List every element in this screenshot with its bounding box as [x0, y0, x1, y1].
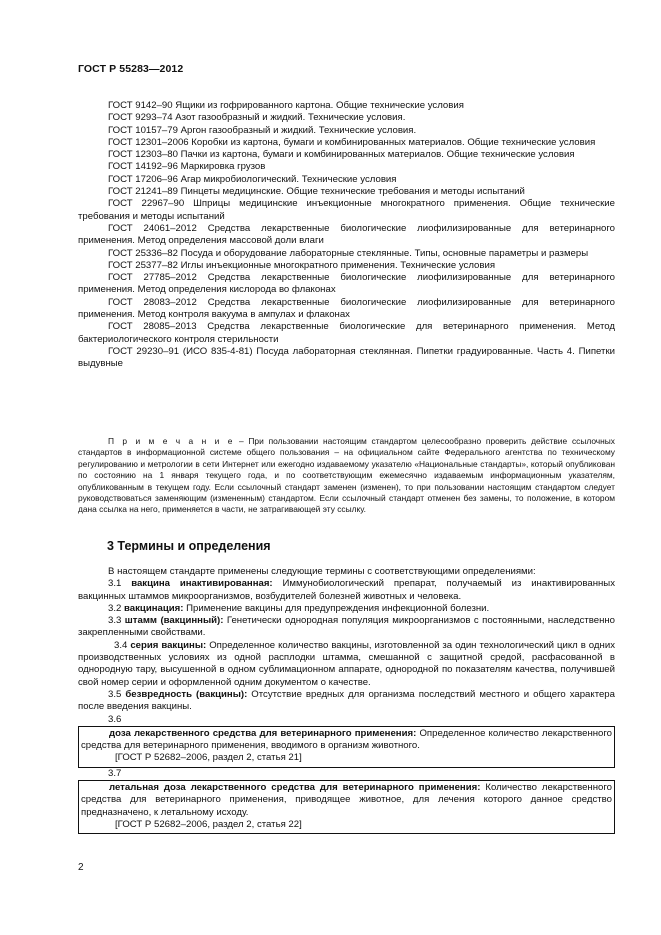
- normative-references-list: [78, 100, 615, 371]
- note-label: П р и м е ч а н и е: [108, 436, 235, 446]
- term-entry: [81, 782, 612, 819]
- note-paragraph: [78, 436, 615, 516]
- term-entry: [78, 603, 615, 615]
- reference-item: ГОСТ 10157–79 Аргон газообразный и жидкий. Технические условия.: [108, 124, 417, 136]
- section-title: 3 Термины и определения: [107, 539, 271, 553]
- reference-item: ГОСТ 25377–82 Иглы инъекционные многократного применения. Технические условия: [108, 259, 496, 271]
- term-number: 3.6: [108, 713, 122, 725]
- term-name: летальная доза лекарственного средства для ветеринарного применения:: [109, 782, 481, 794]
- reference-item: ГОСТ 12301–2006 Коробки из картона, бумаги и комбинированных материалов. Общие технические условия: [108, 136, 596, 148]
- reference-item: ГОСТ 17206–96 Агар микробиологический. Технические условия: [108, 173, 397, 185]
- term-number: 3.2: [108, 602, 122, 614]
- reference-item: ГОСТ 27785–2012 Средства лекарственные биологические лиофилизированные для ветеринарного применения. Метод определения кислорода во флаконах: [78, 272, 615, 296]
- term-entry: [78, 640, 615, 689]
- reference-item: ГОСТ 12303–80 Пачки из картона, бумаги и комбинированных материалов. Общие технические условия: [108, 149, 575, 161]
- reference-item: ГОСТ 22967–90 Шприцы медицинские инъекционные многократного применения. Общие технические требования и методы испытаний: [78, 198, 615, 222]
- reference-item: ГОСТ 24061–2012 Средства лекарственные биологические лиофилизированные для ветеринарного применения. Метод определения массовой доли влаги: [78, 222, 615, 247]
- term-entry: [78, 578, 615, 603]
- term-definition: Иммунобиологический препарат, получаемый из инактивированных вакцинных штаммов микроорганизмов, возбудителей болезней животных и человека.: [78, 578, 615, 602]
- document-header: ГОСТ Р 55283—2012: [78, 63, 184, 75]
- term-number: 3.7: [108, 767, 122, 779]
- note-text: – При пользовании настоящим стандартом целесообразно проверить действие ссылочных стандартов в информационной системе общего пользования – на официальном сайте Федерального агентства по техническому регулированию и метрологии в сети Интернет или ежегодно издаваемому указателю «Национальные стандарты», который опубликован по состоянию на 1 января текущего года, и по соответствующим ежемесячно издаваемым информационным указателям, опубликованным в текущем году. Если ссылочный стандарт заменен (изменен), то при пользовании настоящим стандартом следует руководствоваться заменяющим (измененным) стандартом. Если ссылочный стандарт отменен без замены, то положение, в котором дана ссылка на него, применяется в части, не затрагивающей эту ссылку.: [78, 436, 615, 515]
- term-definition: Количество лекарственного средства для ветеринарного применения, приводящее животное, для лечения которого данное средство предназначено, к летальному исходу.: [81, 782, 612, 818]
- term-definition: Генетически однородная популяция микроорганизмов с постоянными, наследственно закрепленными свойствами.: [78, 615, 616, 639]
- term-name: серия вакцины:: [130, 639, 207, 651]
- term-entry: [81, 728, 612, 753]
- term-number: 3.5: [108, 688, 122, 700]
- term-source: [ГОСТ Р 52682–2006, раздел 2, статья 21]: [115, 752, 302, 764]
- term-name: вакцинация:: [124, 602, 184, 614]
- term-name: доза лекарственного средства для ветеринарного применения:: [109, 727, 417, 739]
- reference-item: ГОСТ 28083–2012 Средства лекарственные биологические лиофилизированные для ветеринарного применения. Метод контроля вакуума в ампулах и флаконах: [78, 296, 615, 321]
- term-definition: Определенное количество лекарственного средства для ветеринарного применения, вводимого в организм животного.: [81, 727, 613, 752]
- term-definition: Отсутствие вредных для организма последствий местного и общего характера после введения вакцины.: [78, 688, 615, 713]
- term-definition: Определенное количество вакцины, изготовленной за один технологический цикл в одних производственных условиях из одной расплодки штамма, смешанной с защитной средой, расфасованной в однородную тару, высушенной в одном сублимационном аппарате, однородной по показателям качества, получившей свой номер серии и оформленной одним документом о качестве.: [78, 639, 615, 688]
- terms-intro: В настоящем стандарте применены следующие термины с соответствующими определениями:: [108, 566, 536, 577]
- reference-item: ГОСТ 25336–82 Посуда и оборудование лабораторные стеклянные. Типы, основные параметры и размеры: [108, 247, 589, 259]
- term-name: безвредность (вакцины):: [125, 688, 248, 700]
- term-definition: Применение вакцины для предупреждения инфекционной болезни.: [186, 602, 490, 614]
- reference-item: ГОСТ 14192–96 Маркировка грузов: [108, 161, 266, 173]
- term-source: [ГОСТ Р 52682–2006, раздел 2, статья 22]: [115, 818, 302, 830]
- terms-section: [78, 566, 615, 834]
- page-number: 2: [78, 862, 84, 873]
- term-entry: [78, 689, 615, 714]
- term-number: 3.4: [114, 639, 128, 651]
- term-number: 3.3: [108, 615, 122, 627]
- reference-item: ГОСТ 28085–2013 Средства лекарственные биологические для ветеринарного применения. Метод бактериологического контроля стерильности: [78, 321, 615, 345]
- reference-item: ГОСТ 9142–90 Ящики из гофрированного картона. Общие технические условия: [108, 100, 464, 111]
- term-name: вакцина инактивированная:: [131, 578, 273, 590]
- boxed-term: [78, 726, 615, 768]
- boxed-term: [78, 780, 615, 834]
- reference-item: ГОСТ 21241–89 Пинцеты медицинские. Общие технические требования и методы испытаний: [108, 186, 525, 198]
- term-number: 3.1: [108, 578, 122, 590]
- term-name: штамм (вакцинный):: [124, 615, 224, 627]
- term-entry: [78, 615, 615, 640]
- reference-item: ГОСТ 29230–91 (ИСО 835-4-81) Посуда лабораторная стеклянная. Пипетки градуированные. Часть 4. Пипетки выдувные: [78, 345, 615, 370]
- reference-item: ГОСТ 9293–74 Азот газообразный и жидкий. Технические условия.: [108, 112, 406, 124]
